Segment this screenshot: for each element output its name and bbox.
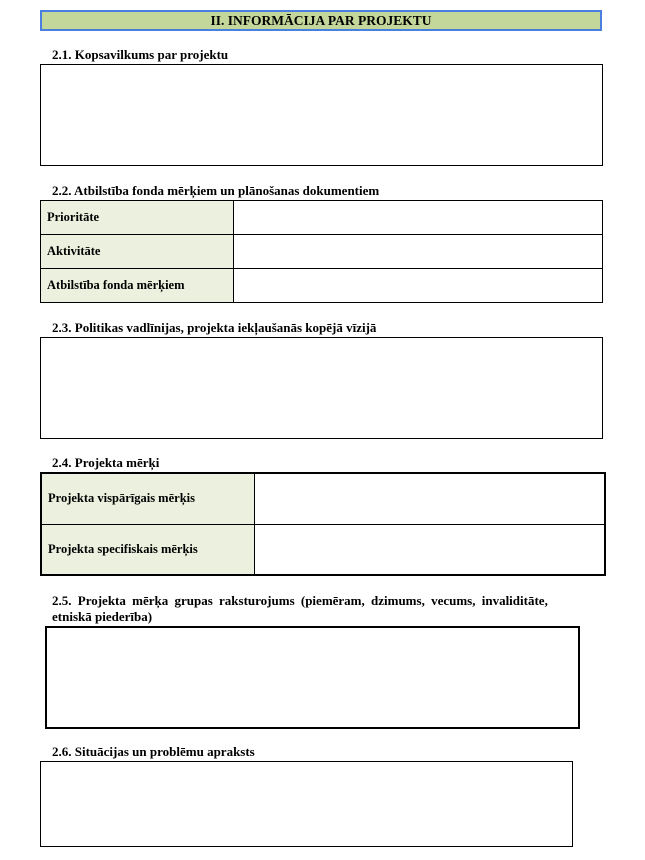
row-label: Prioritāte bbox=[41, 201, 234, 235]
row-label: Projekta vispārīgais mērķis bbox=[41, 473, 255, 524]
fund-alignment-table bbox=[40, 200, 603, 303]
activity-field[interactable] bbox=[234, 235, 603, 269]
row-label: Aktivitāte bbox=[41, 235, 234, 269]
project-goals-table bbox=[40, 472, 606, 576]
table-row bbox=[41, 235, 603, 269]
section-2-3-title: 2.3. Politikas vadlīnijas, projekta iekļaušanās kopējā vīzijā bbox=[52, 320, 377, 335]
section-header: II. INFORMĀCIJA PAR PROJEKTU bbox=[40, 10, 602, 31]
summary-field[interactable] bbox=[40, 64, 603, 166]
section-2-5-title-cont: etniskā piederība) bbox=[52, 609, 153, 624]
section-2-1-title: 2.1. Kopsavilkums par projektu bbox=[52, 47, 229, 62]
target-group-field[interactable] bbox=[45, 626, 580, 729]
priority-field[interactable] bbox=[234, 201, 603, 235]
section-2-6-title: 2.6. Situācijas un problēmu apraksts bbox=[52, 744, 255, 759]
table-row bbox=[41, 524, 605, 575]
section-2-5-title: 2.5. Projekta mērķa grupas raksturojums (piemēram, dzimums, vecums, invaliditāte, bbox=[52, 593, 548, 608]
table-row bbox=[41, 269, 603, 303]
section-2-4-title: 2.4. Projekta mērķi bbox=[52, 455, 160, 470]
row-label: Atbilstība fonda mērķiem bbox=[41, 269, 234, 303]
section-2-2-title: 2.2. Atbilstība fonda mērķiem un plānošanas dokumentiem bbox=[52, 183, 380, 198]
policy-field[interactable] bbox=[40, 337, 603, 439]
general-goal-field[interactable] bbox=[255, 473, 606, 524]
fund-goals-field[interactable] bbox=[234, 269, 603, 303]
row-label: Projekta specifiskais mērķis bbox=[41, 524, 255, 575]
situation-field[interactable] bbox=[40, 761, 573, 847]
table-row bbox=[41, 201, 603, 235]
specific-goal-field[interactable] bbox=[255, 524, 606, 575]
table-row bbox=[41, 473, 605, 524]
